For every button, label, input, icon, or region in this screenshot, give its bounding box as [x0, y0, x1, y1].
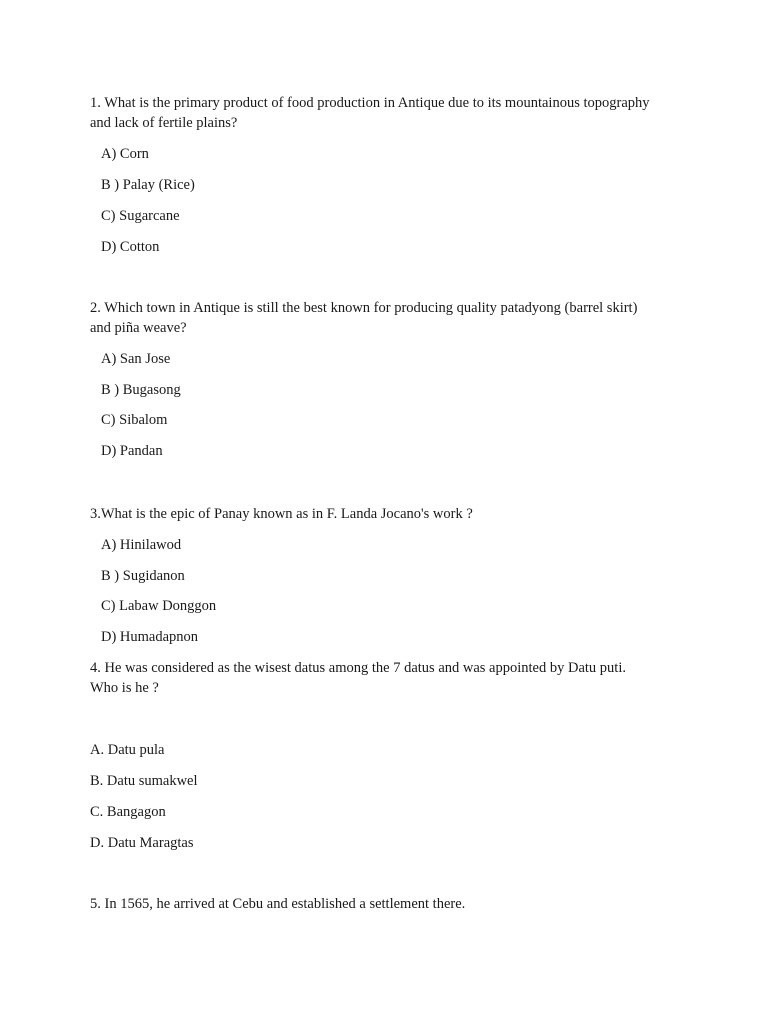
question-4-option-b: B. Datu sumakwel	[90, 773, 198, 789]
question-1-option-d: D) Cotton	[101, 239, 160, 255]
question-3-option-a: A) Hinilawod	[101, 537, 182, 553]
question-4-option-c: C. Bangagon	[90, 804, 166, 820]
question-2-option-b: B ) Bugasong	[101, 382, 181, 398]
question-2-option-a: A) San Jose	[101, 351, 171, 367]
question-1-option-b: B ) Palay (Rice)	[101, 177, 195, 193]
question-1-option-a: A) Corn	[101, 146, 149, 162]
question-5-line-1: 5. In 1565, he arrived at Cebu and established a settlement there.	[90, 896, 466, 912]
question-4-option-a: A. Datu pula	[90, 742, 165, 758]
question-3-option-d: D) Humadapnon	[101, 629, 199, 645]
question-4-option-d: D. Datu Maragtas	[90, 835, 194, 851]
question-1-option-c: C) Sugarcane	[101, 208, 180, 224]
question-3-line-1: 3.What is the epic of Panay known as in F. Landa Jocano's work ?	[90, 506, 473, 522]
question-1-line-1: 1. What is the primary product of food production in Antique due to its mountainous topography	[90, 95, 650, 111]
question-2-line-1: 2. Which town in Antique is still the best known for producing quality patadyong (barrel skirt)	[90, 300, 638, 316]
question-4-line-1: 4. He was considered as the wisest datus among the 7 datus and was appointed by Datu puti.	[90, 660, 626, 676]
question-2-line-2: and piña weave?	[90, 320, 187, 336]
question-3-option-b: B ) Sugidanon	[101, 568, 185, 584]
question-2-option-d: D) Pandan	[101, 443, 163, 459]
question-1-line-2: and lack of fertile plains?	[90, 115, 238, 131]
question-4-line-2: Who is he ?	[90, 680, 159, 696]
question-3-option-c: C) Labaw Donggon	[101, 598, 217, 614]
question-2-option-c: C) Sibalom	[101, 412, 168, 428]
